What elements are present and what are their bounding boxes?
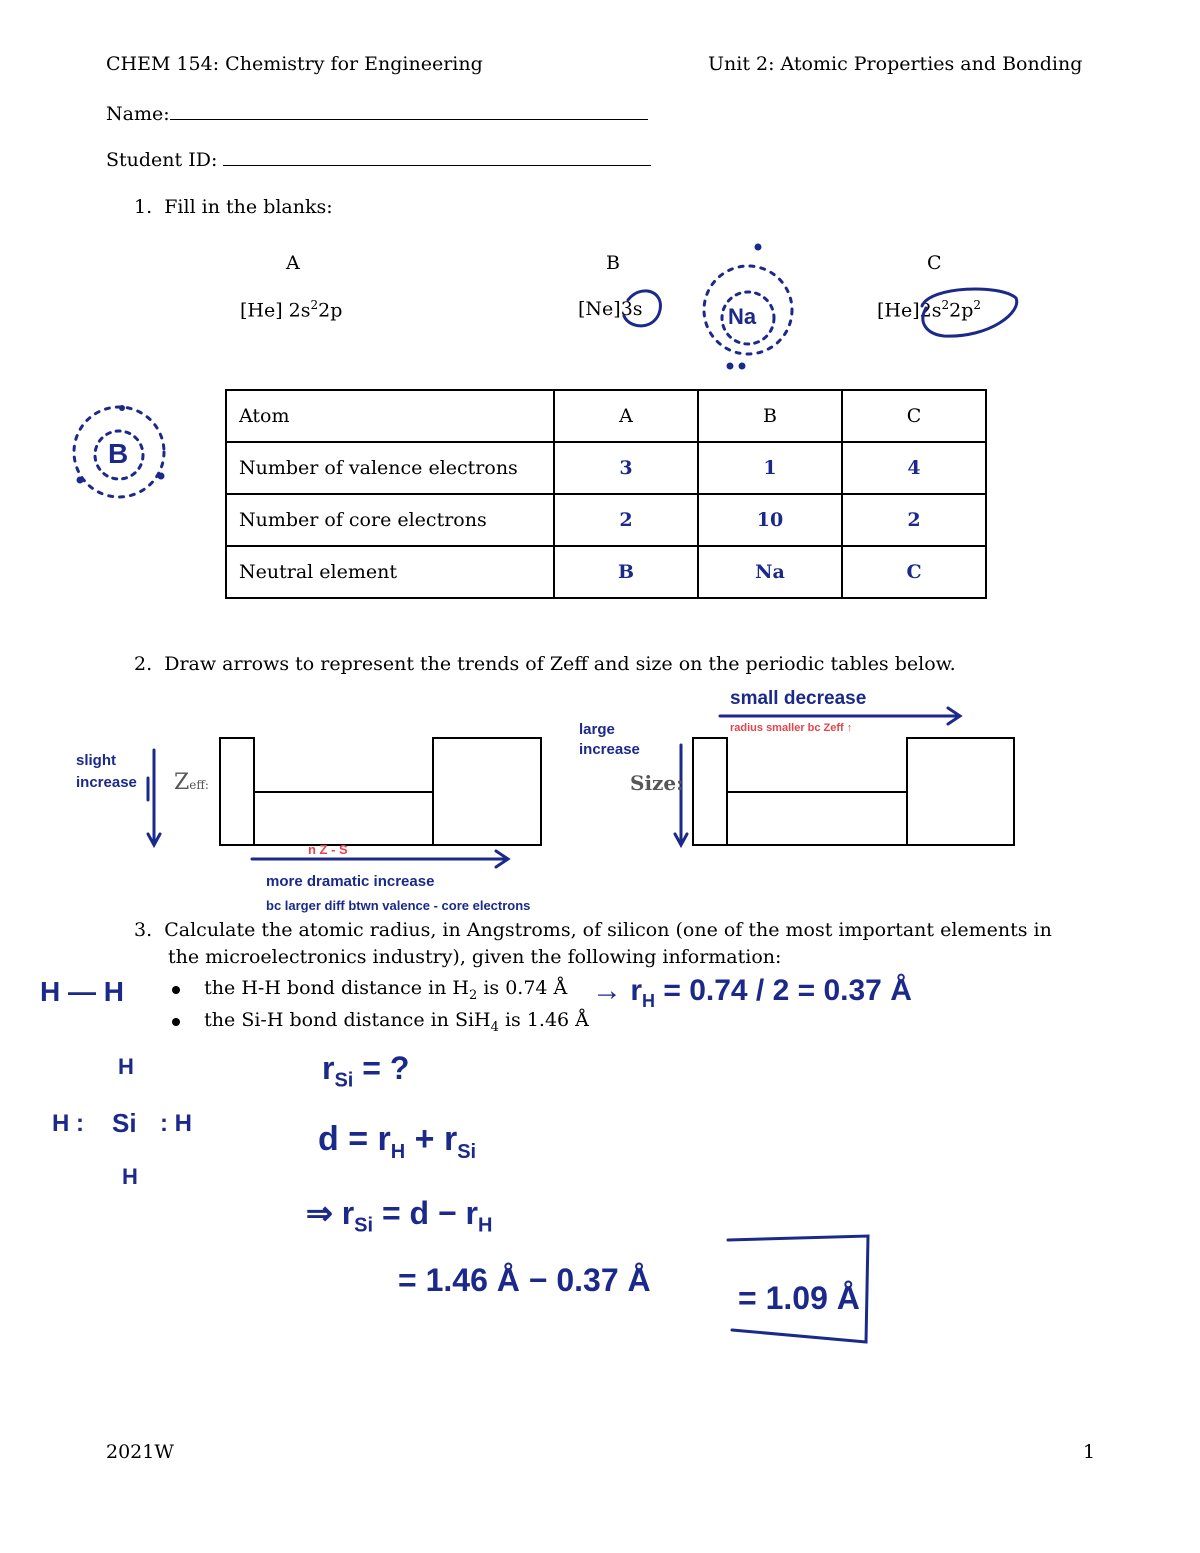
rsi-unknown [322, 1050, 409, 1092]
lewis-bottom: H [122, 1164, 138, 1189]
unit-title: Unit 2: Atomic Properties and Bonding [708, 53, 1083, 75]
q3-prompt-line-2: the microelectronics industry), given the following information: [168, 946, 782, 968]
rh-sub: H [642, 991, 656, 1011]
rh-calculation [592, 974, 912, 1012]
table-cell: B [554, 546, 698, 598]
rsi-r: r [322, 1050, 335, 1086]
circle-3s [624, 291, 660, 326]
name-label: Name: [106, 103, 170, 125]
zeff-red-note: n Z - S [308, 842, 348, 857]
size-vertical-note [579, 720, 640, 760]
row-label: Number of core electrons [226, 494, 554, 546]
zeff-label [174, 770, 209, 795]
page-number: 1 [1083, 1441, 1096, 1463]
imp-sub-si: Si [354, 1214, 374, 1237]
q3-bullet-1 [172, 977, 567, 1003]
table-cell: C [842, 546, 986, 598]
zeff-vertical-note-1: slight [76, 752, 116, 769]
config-a-core: [He] 2s [240, 299, 311, 322]
bullet-1-sub: 2 [469, 987, 478, 1003]
size-table-middle-block [727, 792, 907, 845]
rh-prefix: → r [592, 974, 643, 1007]
bullet-dot [172, 986, 180, 994]
imp-sub-h: H [478, 1214, 493, 1237]
bullet-dot [172, 1018, 180, 1026]
config-c-sup2: 2 [973, 298, 982, 312]
q3-prompt-line-1: Calculate the atomic radius, in Angstroms, of silicon (one of the most important elements in [164, 919, 1052, 941]
config-a-label: A [286, 252, 300, 274]
size-red-note: radius smaller bc Zeff ↑ [730, 722, 853, 734]
table-cell: 4 [842, 442, 986, 494]
config-c-sup1: 2 [941, 298, 950, 312]
q1-prompt: Fill in the blanks: [164, 196, 333, 218]
table-header-a: A [554, 390, 698, 442]
table-cell: 10 [698, 494, 842, 546]
q1-number: 1. [134, 196, 153, 218]
d-sub-h: H [390, 1140, 406, 1163]
d-sub-si: Si [457, 1140, 477, 1163]
na-atom-label: Na [728, 304, 757, 329]
size-table-left-block [693, 738, 727, 845]
q3-number: 3. [134, 919, 153, 941]
config-c-rest2: 2p [949, 299, 974, 322]
lewis-top: H [118, 1054, 134, 1079]
table-cell: 1 [698, 442, 842, 494]
zeff-label-z: Z [174, 770, 190, 795]
imp-mid: = d − r [373, 1195, 478, 1231]
config-c-core: [He] [877, 299, 920, 322]
table-header-c: C [842, 390, 986, 442]
table-row [226, 442, 986, 494]
config-a-rest: 2p [318, 299, 343, 322]
hh-bond: H — H [40, 976, 124, 1007]
table-cell: 2 [842, 494, 986, 546]
circle-c-config [919, 289, 1017, 336]
size-vertical-note-1: large [579, 721, 615, 738]
final-calculation: = 1.46 Å − 0.37 Å [398, 1262, 651, 1298]
table-row [226, 494, 986, 546]
lewis-right: : H [160, 1110, 192, 1137]
d-mid: + r [405, 1120, 458, 1158]
rh-value: = 0.74 / 2 = 0.37 Å [655, 974, 912, 1007]
zeff-vertical-note [76, 750, 137, 794]
rsi-equation [306, 1194, 492, 1237]
q3-bullet-2 [172, 1009, 589, 1035]
row-label: Neutral element [226, 546, 554, 598]
final-answer: = 1.09 Å [738, 1280, 860, 1316]
student-id-label: Student ID: [106, 149, 218, 171]
rsi-rest: = ? [353, 1050, 410, 1086]
bullet-1-post: is 0.74 Å [477, 977, 568, 999]
zeff-table-right-block [433, 738, 541, 845]
table-header-atom: Atom [226, 390, 554, 442]
config-a-sup: 2 [310, 298, 319, 312]
size-table-right-block [907, 738, 1014, 845]
table-cell: Na [698, 546, 842, 598]
question-3 [134, 919, 1052, 941]
q2-prompt: Draw arrows to represent the trends of Zeff and size on the periodic tables below. [164, 653, 956, 675]
size-vertical-note-2: increase [579, 741, 640, 758]
config-b-core: [Ne] [578, 298, 621, 320]
table-cell: 2 [554, 494, 698, 546]
lewis-left: H : [52, 1110, 84, 1137]
lewis-center: Si [112, 1108, 137, 1138]
bullet-2-sub: 4 [490, 1019, 499, 1035]
q2-number: 2. [134, 653, 153, 675]
bullet-2-post: is 1.46 Å [498, 1009, 589, 1031]
size-label: Size: [630, 771, 684, 795]
config-c-label: C [927, 252, 942, 274]
distance-equation [318, 1120, 476, 1164]
zeff-label-sub: eff: [189, 778, 209, 792]
b-atom-label: B [108, 438, 129, 469]
imp-prefix: ⇒ r [306, 1195, 355, 1231]
zeff-horizontal-note-2: bc larger diff btwn valence - core electrons [266, 898, 531, 913]
footer-term: 2021W [106, 1441, 174, 1463]
config-b-label: B [606, 252, 620, 274]
zeff-table-middle-block [254, 792, 433, 845]
config-c-rest: 2s [919, 299, 942, 322]
table-header-b: B [698, 390, 842, 442]
table-row [226, 390, 986, 442]
zeff-table-left-block [220, 738, 254, 845]
question-2 [134, 653, 956, 675]
zeff-horizontal-note [266, 870, 530, 918]
rsi-sub: Si [334, 1069, 354, 1092]
zeff-vertical-note-2: increase [76, 774, 137, 791]
table-row [226, 546, 986, 598]
size-horizontal-note: small decrease [730, 688, 867, 709]
table-cell: 3 [554, 442, 698, 494]
atom-table [225, 389, 987, 599]
d-prefix: d = r [318, 1120, 391, 1158]
row-label: Number of valence electrons [226, 442, 554, 494]
bullet-1-text: the H-H bond distance in H [204, 977, 470, 999]
zeff-horizontal-note-1: more dramatic increase [266, 873, 435, 890]
bullet-2-text: the Si-H bond distance in SiH [204, 1009, 491, 1031]
course-title: CHEM 154: Chemistry for Engineering [106, 53, 483, 75]
config-b-rest: 3s [620, 298, 643, 320]
